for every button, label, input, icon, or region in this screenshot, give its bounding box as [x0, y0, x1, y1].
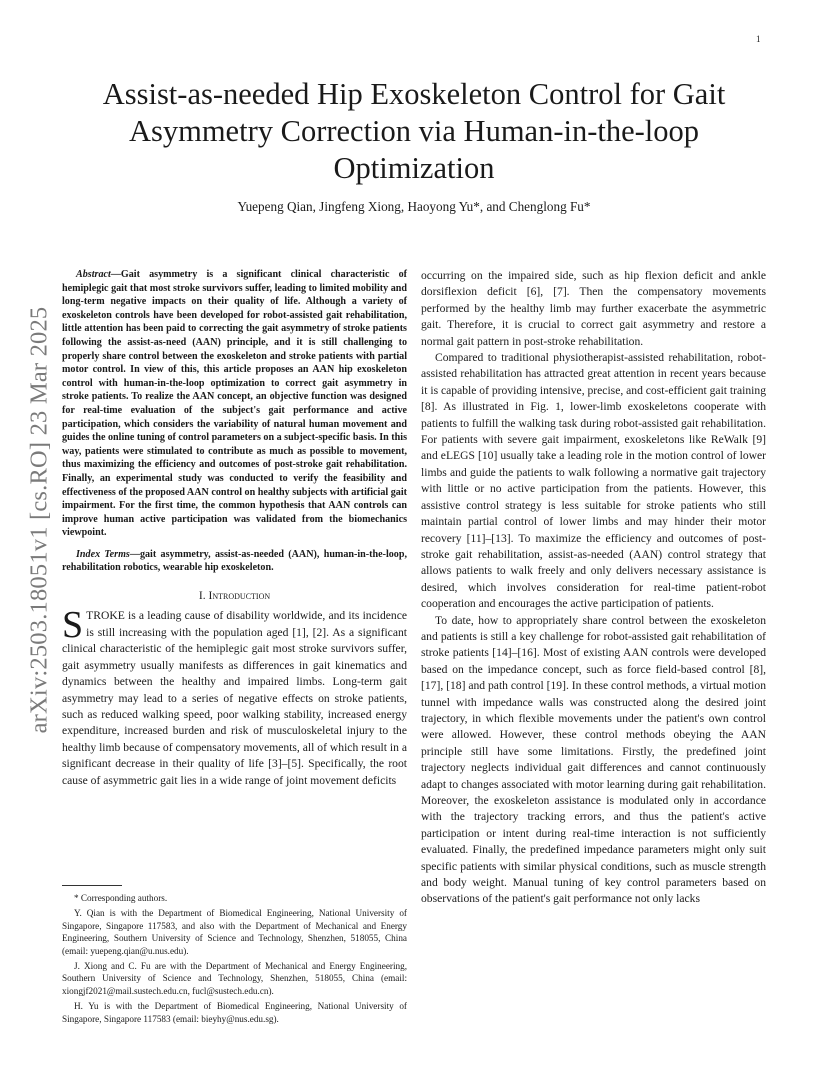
- abstract-text: —Gait asymmetry is a significant clinical characteristic of hemiplegic gait that most stroke survivors suffer, leading to limited mobility and long-term negative impacts on their quality of life. Although a variety of exoskeleton controls have been developed for robot-assisted gait rehabilitation, little attention has been paid to correcting the gait asymmetry of stroke patients following the assist-as-need (AAN) principle, and it is still challenging to properly share control between the exoskeleton and stroke patients with partial motor control. In view of this, this article proposes an AAN hip exoskeleton control with human-in-the-loop optimization to correct gait asymmetry in stroke patients. To realize the AAN concept, an objective function was designed for real-time evaluation of the subject's gait performance and active participation, which considers the variability of natural human movement and guides the online tuning of control parameters on a subject-specific basis. In this way, patients were stimulated to contribute as much as possible to movement, thus maximizing the efficiency and outcomes of post-stroke gait rehabilitation. Finally, an experimental study was conducted to verify the feasibility and effectiveness of the proposed AAN control on healthy subjects with artificial gait impairment. For the first time, the common hypothesis that AAN controls can improve human active participation was validated from the biomechanics viewpoint.: [62, 269, 407, 539]
- intro-paragraph-1: [62, 604, 407, 788]
- arxiv-watermark: [20, 280, 58, 760]
- page-number: 1: [756, 34, 761, 44]
- footnotes: [62, 885, 407, 1028]
- paper-title: Assist-as-needed Hip Exoskeleton Control for Gait Asymmetry Correction via Human-in-the-loop Optimization: [102, 77, 726, 185]
- intro-paragraph-1-continued: occurring on the impaired side, such as hip flexion deficit and ankle dorsiflexion deficit [6], [7]. Then the compensatory movements performed by the healthy limb may further exacerbate the asymmetric gait. Therefore, it is crucial to correct gait asymmetry and restore a normal gait pattern in post-stroke rehabilitation.: [421, 269, 766, 348]
- author-list: Yuepeng Qian, Jingfeng Xiong, Haoyong Yu*, and Chenglong Fu*: [237, 199, 591, 214]
- index-terms-text: —gait asymmetry, assist-as-needed (AAN), human-in-the-loop, rehabilitation robotics, wearable hip exoskeleton.: [62, 548, 407, 574]
- index-terms: [62, 548, 407, 575]
- footnote-affiliation-yu: H. Yu is with the Department of Biomedical Engineering, National University of Singapore, Singapore 117583 (email: bieyhy@nus.edu.sg).: [62, 1001, 407, 1024]
- footnote-corresponding: * Corresponding authors.: [74, 893, 168, 903]
- footnote-affiliation-xiong-fu: J. Xiong and C. Fu are with the Department of Mechanical and Energy Engineering, Southern University of Science and Technology, Shenzhen, 518055, China (email: xiongjf2021@mail.sustech.edu.cn, fucl@sustech.edu.cn).: [62, 961, 407, 996]
- drop-cap: S: [62, 604, 84, 647]
- abstract: [62, 268, 407, 540]
- index-terms-label: Index Terms: [76, 548, 130, 560]
- intro-paragraph-1-text: TROKE is a leading cause of disability worldwide, and its incidence is still increasing with the population aged [1], [2]. As a significant clinical characteristic of the hemiplegic gait most stroke survivors suffer, gait asymmetry usually manifests as differences in gait kinematics and dynamics between the healthy and impaired limbs. Long-term gait asymmetry may lead to a series of negative effects on stroke patients, such as reduced walking speed, poor walking stability, increased energy expenditure, increased burden and risk of musculoskeletal injury to the healthy limb because of compensatory movements, all of which result in a significant decrease in their quality of life [3]–[5]. Specifically, the root cause of asymmetric gait lies in a wide range of joint movement deficits: [62, 609, 407, 787]
- footnote-affiliation-qian: Y. Qian is with the Department of Biomedical Engineering, National University of Singapore, Singapore 117583, and also with the Department of Mechanical and Energy Engineering, Southern University of Science and Technology, Shenzhen, 518055, China (email: yuepeng.qian@u.nus.edu).: [62, 908, 407, 956]
- abstract-label: Abstract: [76, 269, 111, 280]
- right-column: [421, 268, 766, 908]
- intro-paragraph-3: To date, how to appropriately share control between the exoskeleton and patients is still a key challenge for robot-assisted gait rehabilitation of stroke patients [14]–[16]. Most of existing AAN controls were developed based on the impedance concept, such as force field-based control [8], [17], [18] and path control [19]. In these control methods, a virtual motion tunnel with impedance walls was constructed along the desired joint trajectory, in which flexible movements under the patient's own control were allowed. However, these control methods obeying the AAN principle still have some limitations. Firstly, the predefined joint trajectory neglects individual gait differences and cannot continuously adapt to changes associated with motor learning during gait rehabilitation. Moreover, the exoskeleton assistance is modulated only in accordance with the trajectory tracking errors, and thus the patient's active participation or intent during real-time interaction is not sufficiently evaluated. Finally, the predefined impedance parameters might only suit specific patients with similar physical conditions, such as muscle strength and body weight. Manual tuning of key control parameters based on observations of the patient's gait performance not only lacks: [421, 613, 766, 906]
- left-column: [62, 268, 407, 789]
- section-heading-introduction: I. Introduction: [198, 589, 271, 603]
- footnote-rule: [62, 885, 122, 886]
- arxiv-identifier: arXiv:2503.18051v1 [cs.RO] 23 Mar 2025: [25, 306, 52, 734]
- intro-paragraph-2: Compared to traditional physiotherapist-assisted rehabilitation, robot-assisted rehabilitation has attracted great attention in recent years because it is capable of providing intensive, precise, and cost-efficient gait training [8]. As illustrated in Fig. 1, lower-limb exoskeletons cooperate with patients to fulfill the walking task during robot-assisted gait rehabilitation. For patients with severe gait impairment, exoskeletons like ReWalk [9] and eLEGS [10] usually take a leading role in the motion control of lower limbs and guide the patients to walk following a normative gait trajectory with little or no active participation from the patients. However, this assistive control strategy is less suitable for stroke patients who still maintain partial control of lower limbs and may hinder their motor recovery [11]–[13]. To maximize the efficiency and outcomes of post-stroke gait rehabilitation, assist-as-needed (AAN) control strategy that allows patients to walk freely and only delivers necessary assistance is desired, which involves consideration for real-time patient-robot cooperation and encourages the active participation of patients.: [421, 351, 766, 611]
